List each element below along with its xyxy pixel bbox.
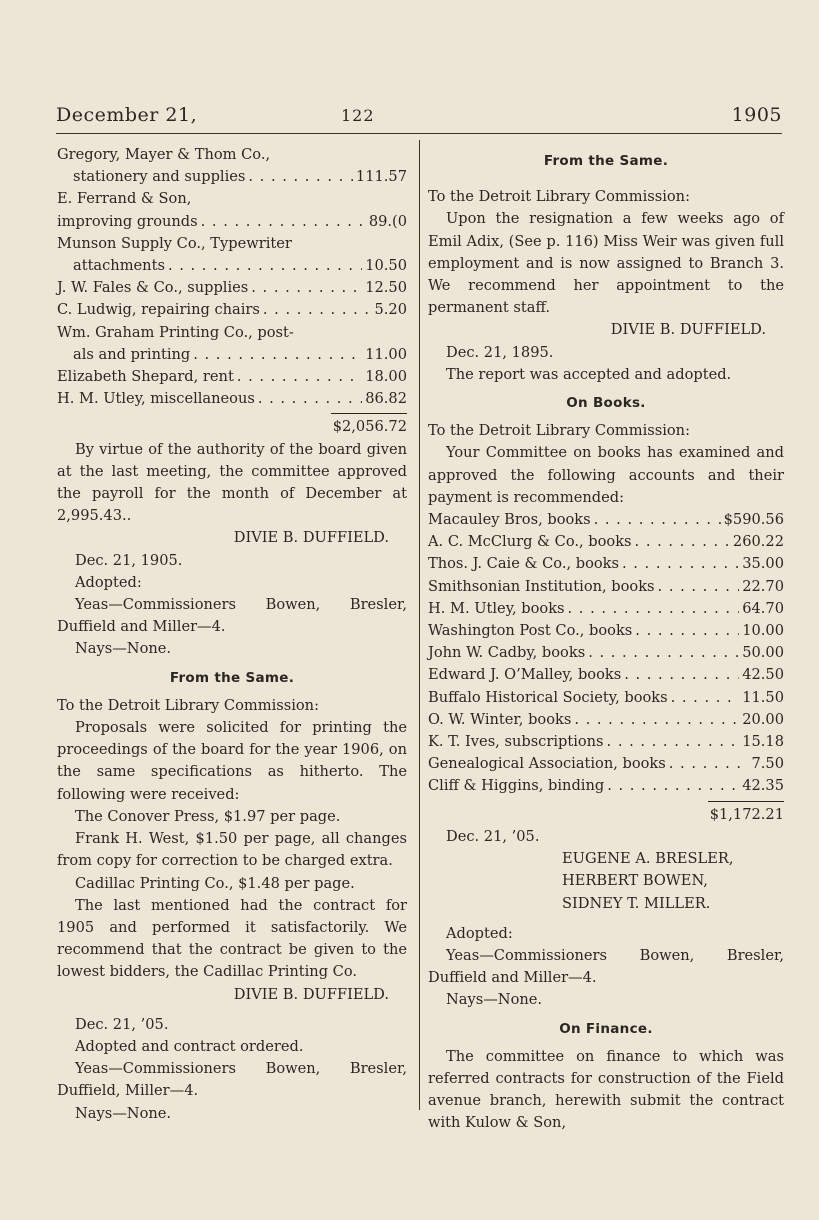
account-row	[57, 188, 407, 210]
account-row	[428, 531, 784, 553]
account-amount: 22.70	[742, 577, 784, 595]
yeas-vote: Yeas—Commissioners Bowen, Bresler, Duffield, Miller—4.	[57, 1060, 407, 1100]
account-row	[428, 553, 784, 575]
leader-dots	[607, 775, 739, 797]
report-date: Dec. 21, 1895.	[446, 343, 554, 361]
adopted-label: Adopted:	[75, 573, 142, 591]
adopted-label: Adopted and contract ordered.	[75, 1037, 304, 1055]
finance-paragraph: The committee on finance to which was referred contracts for construction of the Field avenue branch, herewith submit the contract with Kulow & Son,	[428, 1047, 784, 1132]
account-label: attachments	[73, 257, 165, 275]
account-amount: 35.00	[742, 555, 784, 573]
account-row	[428, 576, 784, 598]
column-divider	[419, 140, 420, 1110]
leader-dots	[607, 731, 740, 753]
account-row	[428, 775, 784, 797]
account-row	[428, 753, 784, 775]
account-amount: 15.18	[742, 733, 784, 751]
salutation: To the Detroit Library Commission:	[428, 188, 690, 206]
running-head-date: December 21,	[56, 104, 198, 126]
salutation: To the Detroit Library Commission:	[57, 696, 319, 714]
account-amount: 5.20	[374, 301, 407, 319]
committee-signature-1: EUGENE A. BRESLER,	[562, 850, 734, 868]
leader-dots	[568, 598, 740, 620]
account-amount: 7.50	[751, 755, 784, 773]
account-label: A. C. McClurg & Co., books	[428, 533, 632, 551]
account-label: Macauley Bros, books	[428, 511, 591, 529]
page-number: 122	[341, 106, 375, 125]
leader-dots	[574, 709, 739, 731]
recommendation-paragraph: The last mentioned had the contract for 1905 and performed it satisfactorily. We recommend that the contract be given to the lowest bidders, the Cadillac Printing Co.	[57, 896, 407, 981]
account-amount: 260.22	[732, 533, 784, 551]
leader-dots	[594, 509, 721, 531]
account-amount: 18.00	[365, 368, 407, 386]
account-label: improving grounds	[57, 212, 198, 230]
account-amount: 111.57	[355, 168, 407, 186]
nays-vote: Nays—None.	[75, 1104, 172, 1122]
adopted-label: Adopted:	[446, 924, 513, 942]
signature-duffield: DIVIE B. DUFFIELD.	[233, 985, 389, 1003]
account-label: Gregory, Mayer & Thom Co.,	[57, 146, 271, 163]
running-head	[56, 104, 782, 134]
account-label: J. W. Fales & Co., supplies	[57, 279, 249, 297]
bid-cadillac: Cadillac Printing Co., $1.48 per page.	[75, 874, 355, 892]
account-row	[57, 366, 407, 388]
yeas-vote: Yeas—Commissioners Bowen, Bresler, Duffield and Miller—4.	[57, 596, 407, 636]
right-column	[428, 144, 784, 1135]
committee-signature-2: HERBERT BOWEN,	[562, 872, 708, 890]
leader-dots	[669, 753, 749, 775]
account-amount: 64.70	[742, 599, 784, 617]
account-row	[57, 388, 407, 410]
leader-dots	[251, 277, 362, 299]
account-label: O. W. Winter, books	[428, 710, 572, 728]
salutation: To the Detroit Library Commission:	[428, 422, 690, 440]
account-amount: 20.00	[742, 710, 784, 728]
account-row	[57, 344, 407, 366]
leader-dots	[635, 531, 730, 553]
account-row	[57, 211, 407, 233]
account-label: Wm. Graham Printing Co., post-	[57, 323, 294, 341]
payroll-paragraph: By virtue of the authority of the board given at the last meeting, the committee approved the payroll for the month of December at 2,995.43..	[57, 440, 407, 525]
accounts-list	[57, 144, 407, 410]
account-row	[57, 255, 407, 277]
account-label: Munson Supply Co., Typewriter	[57, 234, 292, 252]
account-amount: 89.(0	[368, 212, 407, 230]
leader-dots	[624, 664, 739, 686]
leader-dots	[671, 687, 740, 709]
leader-dots	[588, 642, 739, 664]
leader-dots	[658, 576, 740, 598]
account-row	[428, 709, 784, 731]
account-amount: 50.00	[742, 644, 784, 662]
account-amount: 42.50	[742, 666, 784, 684]
section-heading-from-the-same: From the Same.	[169, 669, 295, 686]
account-row	[428, 598, 784, 620]
leader-dots	[622, 553, 739, 575]
account-label: Thos. J. Caie & Co., books	[428, 555, 619, 573]
account-row	[428, 620, 784, 642]
leader-dots	[168, 255, 362, 277]
account-row	[428, 687, 784, 709]
leader-dots	[248, 166, 353, 188]
bid-west: Frank H. West, $1.50 per page, all changes from copy for correction to be charged extra.	[57, 830, 407, 870]
leader-dots	[193, 344, 362, 366]
leader-dots	[201, 211, 366, 233]
account-label: Smithsonian Institution, books	[428, 577, 655, 595]
leader-dots	[635, 620, 739, 642]
nays-vote: Nays—None.	[446, 991, 543, 1009]
report-date: Dec. 21, ’05.	[75, 1015, 169, 1033]
report-date: Dec. 21, ’05.	[446, 827, 540, 845]
books-total: $1,172.21	[709, 805, 784, 823]
accepted-text: The report was accepted and adopted.	[446, 365, 732, 383]
account-amount: 10.50	[365, 257, 407, 275]
account-amount: 12.50	[365, 279, 407, 297]
signature-duffield: DIVIE B. DUFFIELD.	[233, 529, 389, 547]
report-date: Dec. 21, 1905.	[75, 551, 183, 569]
section-heading-from-the-same: From the Same.	[543, 153, 669, 169]
signature-duffield: DIVIE B. DUFFIELD.	[610, 321, 766, 339]
account-row	[57, 166, 407, 188]
header-rule	[56, 133, 782, 134]
account-amount: $590.56	[723, 511, 784, 529]
section-heading-on-books: On Books.	[566, 395, 646, 412]
account-label: Genealogical Association, books	[428, 755, 666, 773]
account-label: Edward J. O’Malley, books	[428, 666, 622, 684]
account-label: Washington Post Co., books	[428, 622, 633, 640]
left-column	[57, 144, 407, 1125]
account-row	[428, 509, 784, 531]
account-label: Cliff & Higgins, binding	[428, 777, 605, 795]
account-amount: 10.00	[742, 622, 784, 640]
running-head-year: 1905	[731, 104, 782, 126]
bid-conover: The Conover Press, $1.97 per page.	[75, 807, 341, 825]
account-label: H. M. Utley, books	[428, 599, 565, 617]
account-label: John W. Cadby, books	[428, 644, 586, 662]
committee-signature-3: SIDNEY T. MILLER.	[562, 894, 711, 912]
account-label: C. Ludwig, repairing chairs	[57, 301, 260, 319]
total-rule	[331, 413, 407, 414]
account-row	[57, 144, 407, 166]
account-row	[428, 664, 784, 686]
proposals-paragraph: Proposals were solicited for printing the proceedings of the board for the year 1906, on the same specifications as hitherto. The following were received:	[57, 719, 407, 803]
leader-dots	[237, 366, 362, 388]
yeas-vote: Yeas—Commissioners Bowen, Bresler, Duffield and Miller—4.	[428, 946, 784, 987]
leader-dots	[258, 388, 362, 410]
account-label: K. T. Ives, subscriptions	[428, 733, 604, 751]
account-amount: 11.50	[742, 688, 784, 706]
account-row	[428, 642, 784, 664]
account-label: H. M. Utley, miscellaneous	[57, 390, 255, 408]
account-row	[428, 731, 784, 753]
books-list	[428, 509, 784, 798]
account-label: stationery and supplies	[73, 168, 246, 186]
nays-vote: Nays—None.	[75, 640, 172, 658]
account-label: E. Ferrand & Son,	[57, 190, 192, 208]
resignation-paragraph: Upon the resignation a few weeks ago of Emil Adix, (See p. 116) Miss Weir was given full employment and is now assigned to Branch 3. We recommend her appointment to the permanent staff.	[428, 210, 784, 317]
account-row	[57, 299, 407, 321]
books-intro: Your Committee on books has examined and approved the following accounts and their payment is recommended:	[428, 444, 784, 506]
account-label: Buffalo Historical Society, books	[428, 688, 668, 706]
section-heading-on-finance: On Finance.	[559, 1020, 653, 1037]
account-row	[57, 233, 407, 255]
total-rule	[708, 801, 784, 802]
account-label: Elizabeth Shepard, rent	[57, 368, 234, 386]
account-amount: 86.82	[365, 390, 407, 408]
leader-dots	[263, 299, 372, 321]
account-row	[57, 322, 407, 344]
account-row	[57, 277, 407, 299]
account-label: als and printing	[73, 345, 191, 363]
account-amount: 42.35	[742, 777, 784, 795]
account-amount: 11.00	[365, 345, 407, 363]
accounts-total: $2,056.72	[332, 418, 407, 436]
